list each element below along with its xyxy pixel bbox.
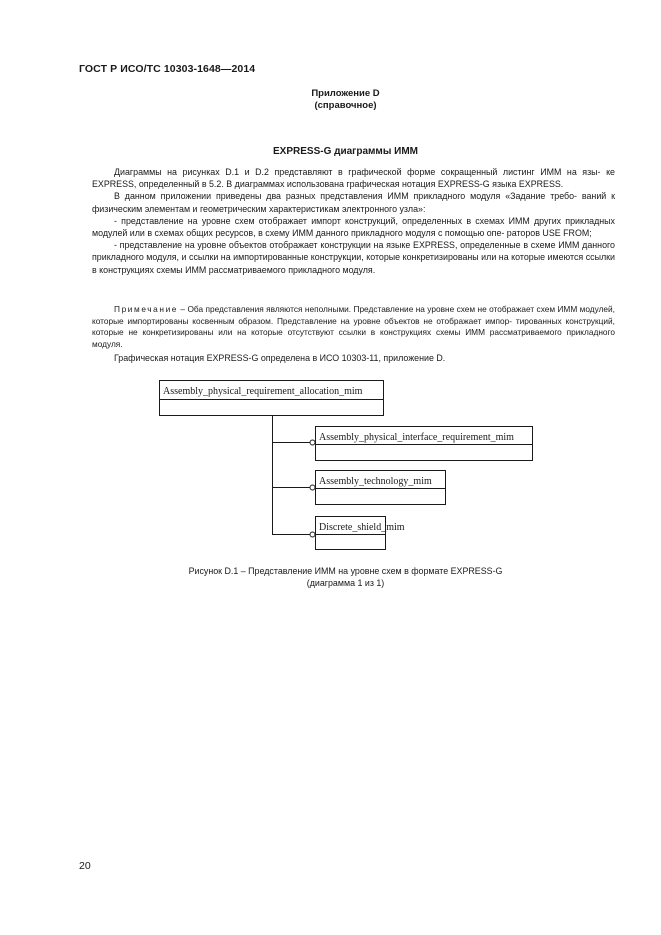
main-schema-box xyxy=(160,381,384,416)
note-label: Примечание xyxy=(114,304,179,314)
use-from-circle-icon xyxy=(310,532,315,537)
paragraph: - представление на уровне объектов отображает конструкции на языке EXPRESS, определенные в схеме ИММ данного прикладного модуля, и ссылки на импортированные конструкции, которые конкретизированы или на которые имеются ссылки в конструкциях схемы ИММ рассматриваемого прикладного модуля. xyxy=(92,240,615,275)
document-header: ГОСТ Р ИСО/ТС 10303-1648—2014 xyxy=(79,63,256,75)
main-schema-label: Assembly_physical_requirement_allocation_mim xyxy=(163,386,363,397)
section-title: EXPRESS-G диаграммы ИММ xyxy=(273,146,418,157)
notation-reference: Графическая нотация EXPRESS-G определена в ИСО 10303-11, приложение D. xyxy=(114,353,446,363)
use-from-circle-icon xyxy=(310,485,315,490)
imported-schema-label: Assembly_technology_mim xyxy=(319,476,432,487)
paragraph: В данном приложении приведены два разных представления ИММ прикладного модуля «Задание требо- ваний к физическим элементам и геометрическим характеристикам электронного узла»: xyxy=(92,191,615,214)
imported-schema-label: Discrete_shield_mim xyxy=(319,522,405,533)
use-from-circle-icon xyxy=(310,440,315,445)
paragraph: Диаграммы на рисунках D.1 и D.2 представляют в графической форме сокращенный листинг ИММ на язы- ке EXPRESS, определенный в 5.2. В диаграммах использована графическая нотация EXPRESS-G языка EXPRESS. xyxy=(92,167,615,190)
appendix-title: Приложение D xyxy=(311,88,380,99)
figure-caption: Рисунок D.1 – Представление ИММ на уровне схем в формате EXPRESS-G xyxy=(188,566,503,576)
paragraph: - представление на уровне схем отображает импорт конструкций, определенных в схемах ИММ других прикладных модулей или в схемах общих ресурсов, в схему ИММ данного прикладного модуля с помощью опе- раторов USE FROM; xyxy=(92,215,615,239)
imported-schema-box xyxy=(273,427,533,461)
figure-caption-sub: (диаграмма 1 из 1) xyxy=(306,578,385,588)
page-number: 20 xyxy=(79,860,91,872)
note-text: – Оба представления являются неполными. Представление на уровне схем не отображает схем ИММ модулей, которые импортированы косвенным образом. Представление на уровне объектов не отображает импор- тированных конструкций, которые не конкретизированы или на которые отсутствуют ссылки в конструкциях схемы ИММ рассматриваемого прикладного модуля. xyxy=(92,304,615,349)
imported-schema-box xyxy=(273,471,446,505)
imported-schema-label: Assembly_physical_interface_requirement_mim xyxy=(319,432,514,443)
appendix-subtitle: (справочное) xyxy=(314,100,377,111)
imported-schema-box xyxy=(273,517,405,550)
